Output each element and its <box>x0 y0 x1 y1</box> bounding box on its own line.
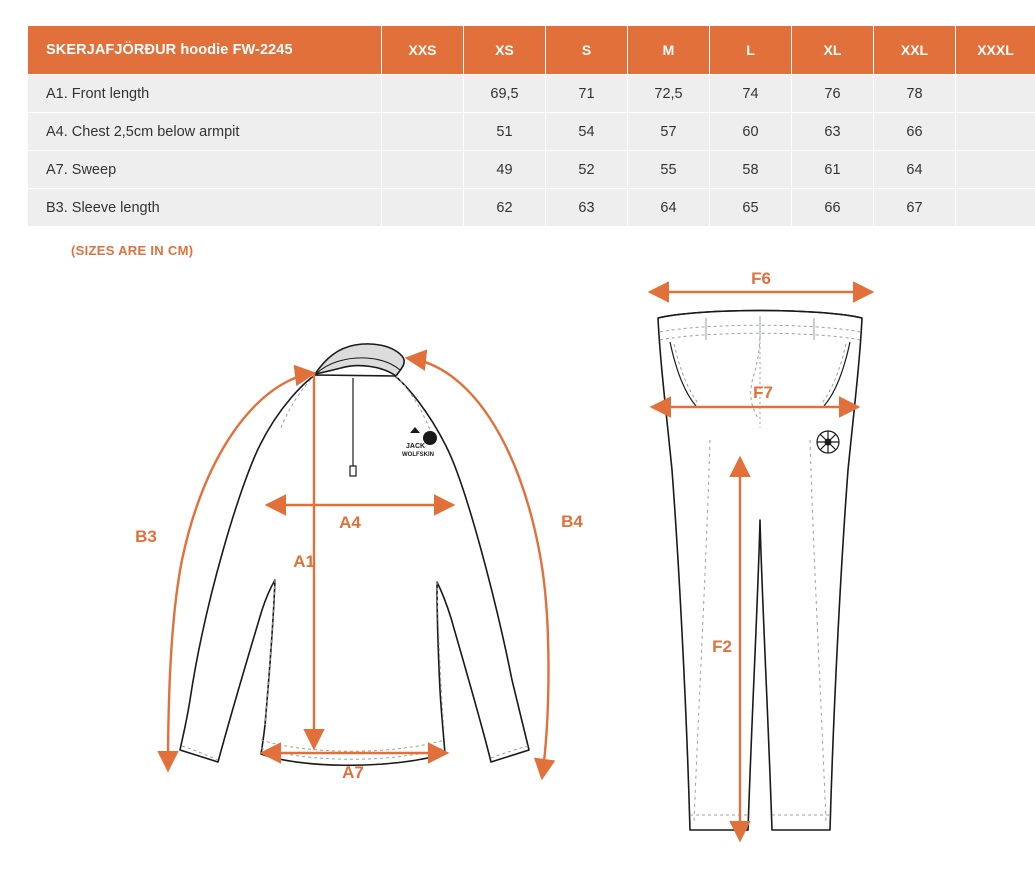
table-row <box>28 113 1035 151</box>
table-row <box>28 75 1035 113</box>
cell-a1-m: 72,5 <box>628 75 710 113</box>
measure-label-f6: F6 <box>751 270 771 288</box>
table-header-xxs: XXS <box>382 26 464 75</box>
table-header-s: S <box>546 26 628 75</box>
cell-a1-xl: 76 <box>792 75 874 113</box>
cell-a1-xxl: 78 <box>874 75 956 113</box>
cell-a4-xl: 63 <box>792 113 874 151</box>
cell-a4-xxl: 66 <box>874 113 956 151</box>
measure-label-a1: A1 <box>293 552 315 571</box>
table-header <box>28 26 1035 75</box>
cell-b3-xs: 62 <box>464 189 546 227</box>
table-header-l: L <box>710 26 792 75</box>
measure-label-a4: A4 <box>339 513 361 532</box>
cell-a4-l: 60 <box>710 113 792 151</box>
cell-a7-s: 52 <box>546 151 628 189</box>
table-row <box>28 151 1035 189</box>
table-header-xs: XS <box>464 26 546 75</box>
cell-a4-xxxl <box>956 113 1035 151</box>
measure-label-f2: F2 <box>712 637 732 656</box>
cell-a4-s: 54 <box>546 113 628 151</box>
row-label-b3: B3. Sleeve length <box>28 189 382 227</box>
cell-a7-xxs <box>382 151 464 189</box>
size-chart-table <box>27 25 1035 227</box>
svg-text:WOLFSKIN: WOLFSKIN <box>402 452 434 458</box>
cell-b3-s: 63 <box>546 189 628 227</box>
cell-a7-l: 58 <box>710 151 792 189</box>
cell-b3-xxxl <box>956 189 1035 227</box>
measure-f6-waist <box>650 270 872 292</box>
cell-a1-l: 74 <box>710 75 792 113</box>
table-header-row <box>28 26 1035 75</box>
table-row <box>28 189 1035 227</box>
cell-a1-s: 71 <box>546 75 628 113</box>
cell-a7-m: 55 <box>628 151 710 189</box>
measure-label-b4: B4 <box>561 512 583 531</box>
cell-b3-l: 65 <box>710 189 792 227</box>
cell-a7-xl: 61 <box>792 151 874 189</box>
table-header-m: M <box>628 26 710 75</box>
cell-a7-xxl: 64 <box>874 151 956 189</box>
row-label-a7: A7. Sweep <box>28 151 382 189</box>
table-header-xxl: XXL <box>874 26 956 75</box>
measure-label-b3: B3 <box>135 527 157 546</box>
hoodie-diagram <box>110 270 630 830</box>
cell-b3-xl: 66 <box>792 189 874 227</box>
cell-a7-xs: 49 <box>464 151 546 189</box>
hoodie-collar <box>315 344 404 376</box>
cell-a1-xs: 69,5 <box>464 75 546 113</box>
trousers-diagram <box>610 270 1010 860</box>
cell-b3-m: 64 <box>628 189 710 227</box>
row-label-a1: A1. Front length <box>28 75 382 113</box>
row-label-a4: A4. Chest 2,5cm below armpit <box>28 113 382 151</box>
table-header-xl: XL <box>792 26 874 75</box>
cell-a7-xxxl <box>956 151 1035 189</box>
svg-text:JACK: JACK <box>406 443 426 450</box>
cell-b3-xxl: 67 <box>874 189 956 227</box>
measure-label-f7: F7 <box>753 383 773 402</box>
table-body <box>28 75 1035 227</box>
table-header-product: SKERJAFJÖRÐUR hoodie FW-2245 <box>28 26 382 75</box>
measurement-diagrams <box>0 270 1035 890</box>
units-note: (SIZES ARE IN CM) <box>71 243 194 258</box>
table-header-xxxl: XXXL <box>956 26 1035 75</box>
cell-b3-xxs <box>382 189 464 227</box>
cell-a1-xxxl <box>956 75 1035 113</box>
cell-a4-xxs <box>382 113 464 151</box>
cell-a4-m: 57 <box>628 113 710 151</box>
measure-label-a7: A7 <box>342 763 364 782</box>
brand-badge <box>817 431 839 453</box>
cell-a4-xs: 51 <box>464 113 546 151</box>
cell-a1-xxs <box>382 75 464 113</box>
